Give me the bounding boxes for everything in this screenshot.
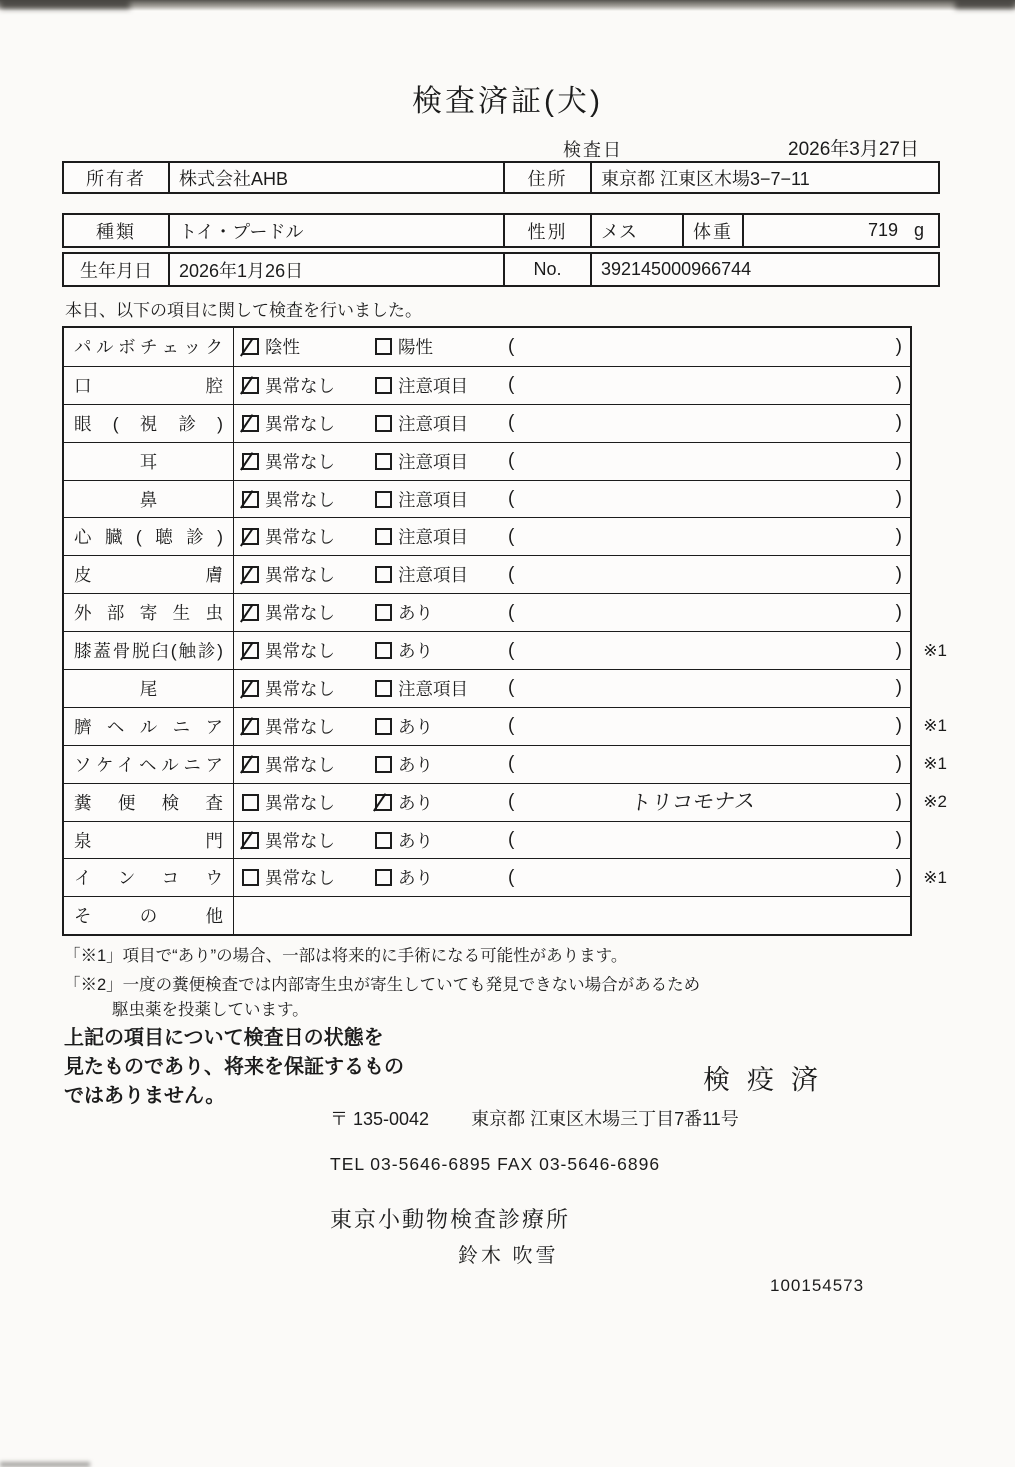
exam-option-1 [242, 373, 375, 398]
paren-close: ) [895, 715, 902, 737]
paren-close: ) [895, 525, 902, 547]
exam-result-field [508, 602, 910, 624]
certificate-no-label: No. [503, 254, 590, 285]
exam-option-2 [375, 334, 508, 359]
paren-close: ) [895, 829, 902, 851]
intro-statement: 本日、以下の項目に関して検査を行いました。 [65, 301, 422, 320]
exam-option-1 [242, 524, 375, 549]
exam-item-label: 尾 [139, 678, 158, 699]
exam-result-field [508, 753, 910, 775]
exam-result-field [508, 412, 910, 434]
exam-option-2-label: 陽性 [398, 337, 433, 358]
exam-option-1 [242, 600, 375, 625]
exam-option-2-label: 注意項目 [398, 489, 468, 510]
certificate-no-value: 392145000966744 [590, 254, 938, 285]
exam-note-marker: ※1 [923, 754, 947, 774]
exam-table [62, 326, 947, 936]
exam-option-2-label: あり [398, 716, 433, 737]
exam-row [64, 821, 910, 859]
sex-label: 性別 [503, 215, 590, 246]
exam-result-field [508, 640, 910, 662]
footnote-2-line-1: 「※2」一度の糞便検査では内部寄生虫が寄生していても発見できない場合があるため [64, 976, 701, 994]
exam-note-marker: ※2 [923, 792, 947, 812]
paren-close: ) [895, 753, 902, 775]
quarantine-stamp: 検疫済 [703, 1065, 835, 1095]
checkbox-icon [375, 566, 392, 583]
paren-open: ( [508, 829, 515, 851]
owner-label: 所有者 [86, 168, 146, 189]
checkbox-icon [375, 756, 392, 773]
exam-row [64, 745, 947, 783]
weight-unit: g [913, 220, 924, 240]
exam-option-1 [242, 487, 375, 512]
exam-item-label: 心臓(聴診) [74, 527, 223, 548]
exam-option-1-label: 異常なし [265, 716, 335, 737]
exam-option-2 [375, 790, 508, 815]
checkbox-icon [242, 453, 259, 470]
exam-option-1 [242, 638, 375, 663]
paren-close: ) [895, 563, 902, 585]
checkbox-icon [242, 338, 259, 355]
disclaimer-line: 上記の項目について検査日の状態を [64, 1027, 384, 1049]
exam-item-label: 糞便検査 [74, 792, 223, 813]
scan-edge-artifact [0, 1462, 90, 1467]
exam-result-field [508, 564, 910, 586]
paren-open: ( [508, 335, 515, 357]
checkbox-icon [375, 415, 392, 432]
exam-option-2 [375, 562, 508, 587]
exam-row [64, 631, 947, 669]
exam-option-1-label: 異常なし [265, 641, 335, 662]
disclaimer-line: 見たものであり、将来を保証するもの [64, 1056, 404, 1078]
address-value: 東京都 江東区木場3−7−11 [590, 163, 938, 192]
exam-option-1 [242, 752, 375, 777]
paren-open: ( [508, 450, 515, 472]
exam-option-2-label: 注意項目 [398, 375, 468, 396]
exam-option-1-label: 異常なし [265, 792, 335, 813]
serial-number: 100154573 [770, 1276, 865, 1295]
scan-corner-artifact [0, 0, 130, 9]
paren-open: ( [508, 525, 515, 547]
exam-item-label: パルボチェック [74, 337, 223, 358]
exam-option-2 [375, 828, 508, 853]
weight-label: 体重 [682, 215, 742, 246]
exam-result-field [508, 715, 910, 737]
exam-row [64, 328, 910, 366]
exam-row [64, 366, 910, 404]
exam-option-2-label: 注意項目 [398, 413, 468, 434]
exam-option-1-label: 異常なし [265, 451, 335, 472]
weight-value-cell [742, 215, 938, 246]
disclaimer-line: ではありません。 [64, 1085, 226, 1107]
exam-option-2 [375, 714, 508, 739]
exam-row [64, 896, 910, 934]
paren-open: ( [508, 715, 515, 737]
exam-row [64, 669, 910, 707]
paren-open: ( [508, 791, 515, 813]
checkbox-icon [375, 453, 392, 470]
exam-item-label: 口腔 [74, 375, 223, 396]
tel-fax-line: TEL 03-5646-6895 FAX 03-5646-6896 [330, 1154, 661, 1174]
exam-option-2-label: あり [398, 641, 433, 662]
postal-code: 〒 135-0042 [330, 1109, 430, 1129]
exam-item-label: 耳 [139, 451, 158, 472]
exam-row [64, 783, 947, 821]
exam-result-field [508, 829, 910, 851]
checkbox-icon [375, 377, 392, 394]
exam-option-2 [375, 449, 508, 474]
exam-row [64, 480, 910, 518]
exam-result-field [508, 526, 910, 548]
inspection-date-value: 2026年3月27日 [788, 139, 919, 160]
breed-label: 種類 [96, 221, 136, 242]
exam-option-1-label: 異常なし [265, 754, 335, 775]
checkbox-icon [242, 680, 259, 697]
birthdate-label: 生年月日 [80, 260, 152, 281]
exam-option-2 [375, 600, 508, 625]
exam-result-field [508, 336, 910, 358]
footnote-2-line-2: 駆虫薬を投薬しています。 [112, 1001, 309, 1019]
owner-value: 株式会社AHB [168, 163, 503, 192]
exam-item-label: ソケイヘルニア [74, 754, 223, 775]
checkbox-icon [375, 528, 392, 545]
paren-close: ) [895, 866, 902, 888]
exam-option-1-label: 異常なし [265, 489, 335, 510]
exam-option-2-label: あり [398, 868, 433, 889]
exam-row [64, 517, 910, 555]
exam-item-label: インコウ [74, 868, 223, 889]
exam-option-1 [242, 828, 375, 853]
exam-option-1-label: 異常なし [265, 678, 335, 699]
checkbox-icon [375, 642, 392, 659]
exam-option-2 [375, 411, 508, 436]
exam-result-field [508, 374, 910, 396]
paren-open: ( [508, 639, 515, 661]
exam-result-field [508, 450, 910, 472]
paren-close: ) [895, 450, 902, 472]
sex-value: メス [590, 215, 682, 246]
exam-option-1-label: 異常なし [265, 527, 335, 548]
footnote-1: 「※1」項目で“あり”の場合、一部は将来的に手術になる可能性があります。 [64, 947, 628, 965]
checkbox-icon [242, 718, 259, 735]
page-title: 検査済証(犬) [412, 85, 603, 118]
paren-open: ( [508, 563, 515, 585]
checkbox-icon [375, 604, 392, 621]
exam-option-2-label: 注意項目 [398, 527, 468, 548]
paren-close: ) [895, 412, 902, 434]
checkbox-icon [242, 756, 259, 773]
checkbox-icon [375, 832, 392, 849]
scan-corner-artifact [955, 0, 1015, 9]
paren-open: ( [508, 412, 515, 434]
exam-row [64, 593, 910, 631]
paren-close: ) [895, 374, 902, 396]
checkbox-icon [242, 528, 259, 545]
paren-close: ) [895, 677, 902, 699]
exam-option-2 [375, 676, 508, 701]
checkbox-icon [375, 794, 392, 811]
exam-item-label: 皮膚 [74, 565, 223, 586]
exam-option-1-label: 異常なし [265, 413, 335, 434]
paren-open: ( [508, 488, 515, 509]
exam-option-2-label: 注意項目 [398, 678, 468, 699]
exam-option-1-label: 異常なし [265, 830, 335, 851]
exam-result-field [508, 677, 910, 699]
exam-option-1 [242, 411, 375, 436]
exam-option-2-label: あり [398, 603, 433, 624]
exam-option-1-label: 異常なし [265, 375, 335, 396]
exam-option-1 [242, 449, 375, 474]
veterinarian-name: 鈴木 吹雪 [458, 1245, 559, 1267]
exam-option-1-label: 陰性 [265, 337, 300, 358]
clinic-name: 東京小動物検査診療所 [330, 1207, 571, 1232]
exam-row [64, 555, 910, 593]
checkbox-icon [242, 566, 259, 583]
paren-open: ( [508, 753, 515, 775]
exam-option-2-label: あり [398, 754, 433, 775]
disclaimer [64, 1024, 404, 1111]
checkbox-icon [375, 718, 392, 735]
inspection-date-label: 検査日 [563, 140, 623, 160]
exam-option-2-label: あり [398, 830, 433, 851]
breed-sex-weight-row [62, 213, 940, 248]
birthdate-no-row [62, 252, 940, 287]
checkbox-icon [375, 869, 392, 886]
exam-result-value: トリコモナス [628, 789, 757, 816]
breed-value: トイ・プードル [168, 215, 503, 246]
checkbox-icon [375, 338, 392, 355]
exam-item-label: その他 [74, 906, 223, 927]
scan-edge-artifact [0, 0, 1015, 11]
paren-open: ( [508, 374, 515, 396]
exam-option-2 [375, 373, 508, 398]
checkbox-icon [242, 642, 259, 659]
exam-option-1 [242, 562, 375, 587]
exam-row [64, 442, 910, 480]
checkbox-icon [242, 415, 259, 432]
exam-item-label: 泉門 [74, 830, 223, 851]
checkbox-icon [242, 869, 259, 886]
checkbox-icon [242, 832, 259, 849]
exam-option-1-label: 異常なし [265, 868, 335, 889]
owner-row [62, 161, 940, 194]
exam-option-2 [375, 487, 508, 512]
paren-open: ( [508, 866, 515, 888]
exam-option-2-label: 注意項目 [398, 451, 468, 472]
paren-open: ( [508, 601, 515, 623]
exam-option-2 [375, 752, 508, 777]
exam-option-1 [242, 676, 375, 701]
clinic-address: 東京都 江東区木場三丁目7番11号 [471, 1109, 739, 1129]
exam-result-field [508, 789, 910, 816]
paren-close: ) [895, 335, 902, 357]
exam-option-2-label: あり [398, 792, 433, 813]
exam-option-1-label: 異常なし [265, 603, 335, 624]
paren-close: ) [895, 791, 902, 813]
exam-result-field [508, 867, 910, 889]
exam-option-2 [375, 524, 508, 549]
exam-row [64, 858, 947, 896]
exam-note-marker: ※1 [923, 640, 947, 660]
exam-option-2 [375, 638, 508, 663]
exam-note-marker: ※1 [923, 716, 947, 736]
exam-item-label: 臍ヘルニア [74, 716, 223, 737]
address-label: 住所 [503, 163, 590, 192]
exam-item-label: 鼻 [139, 489, 158, 510]
exam-option-1 [242, 714, 375, 739]
exam-row [64, 404, 910, 442]
paren-close: ) [895, 639, 902, 661]
exam-note-marker: ※1 [923, 867, 947, 887]
exam-option-2-label: 注意項目 [398, 565, 468, 586]
paren-close: ) [895, 488, 902, 509]
weight-value: 719 [867, 220, 898, 240]
paren-open: ( [508, 677, 515, 699]
exam-option-1-label: 異常なし [265, 565, 335, 586]
exam-item-label: 膝蓋骨脱臼(触診) [74, 641, 223, 662]
checkbox-icon [375, 680, 392, 697]
checkbox-icon [242, 491, 259, 508]
birthdate-value: 2026年1月26日 [168, 254, 503, 285]
clinic-address-line [330, 1105, 739, 1131]
checkbox-icon [242, 794, 259, 811]
checkbox-icon [242, 377, 259, 394]
exam-result-field [508, 488, 910, 510]
checkbox-icon [242, 604, 259, 621]
exam-option-1 [242, 334, 375, 359]
exam-row [64, 707, 947, 745]
exam-option-2 [375, 865, 508, 890]
exam-item-label: 外部寄生虫 [74, 603, 223, 624]
exam-item-label: 眼(視診) [74, 413, 223, 434]
exam-option-1 [242, 865, 375, 890]
checkbox-icon [375, 491, 392, 508]
paren-close: ) [895, 601, 902, 623]
exam-option-1 [242, 790, 375, 815]
